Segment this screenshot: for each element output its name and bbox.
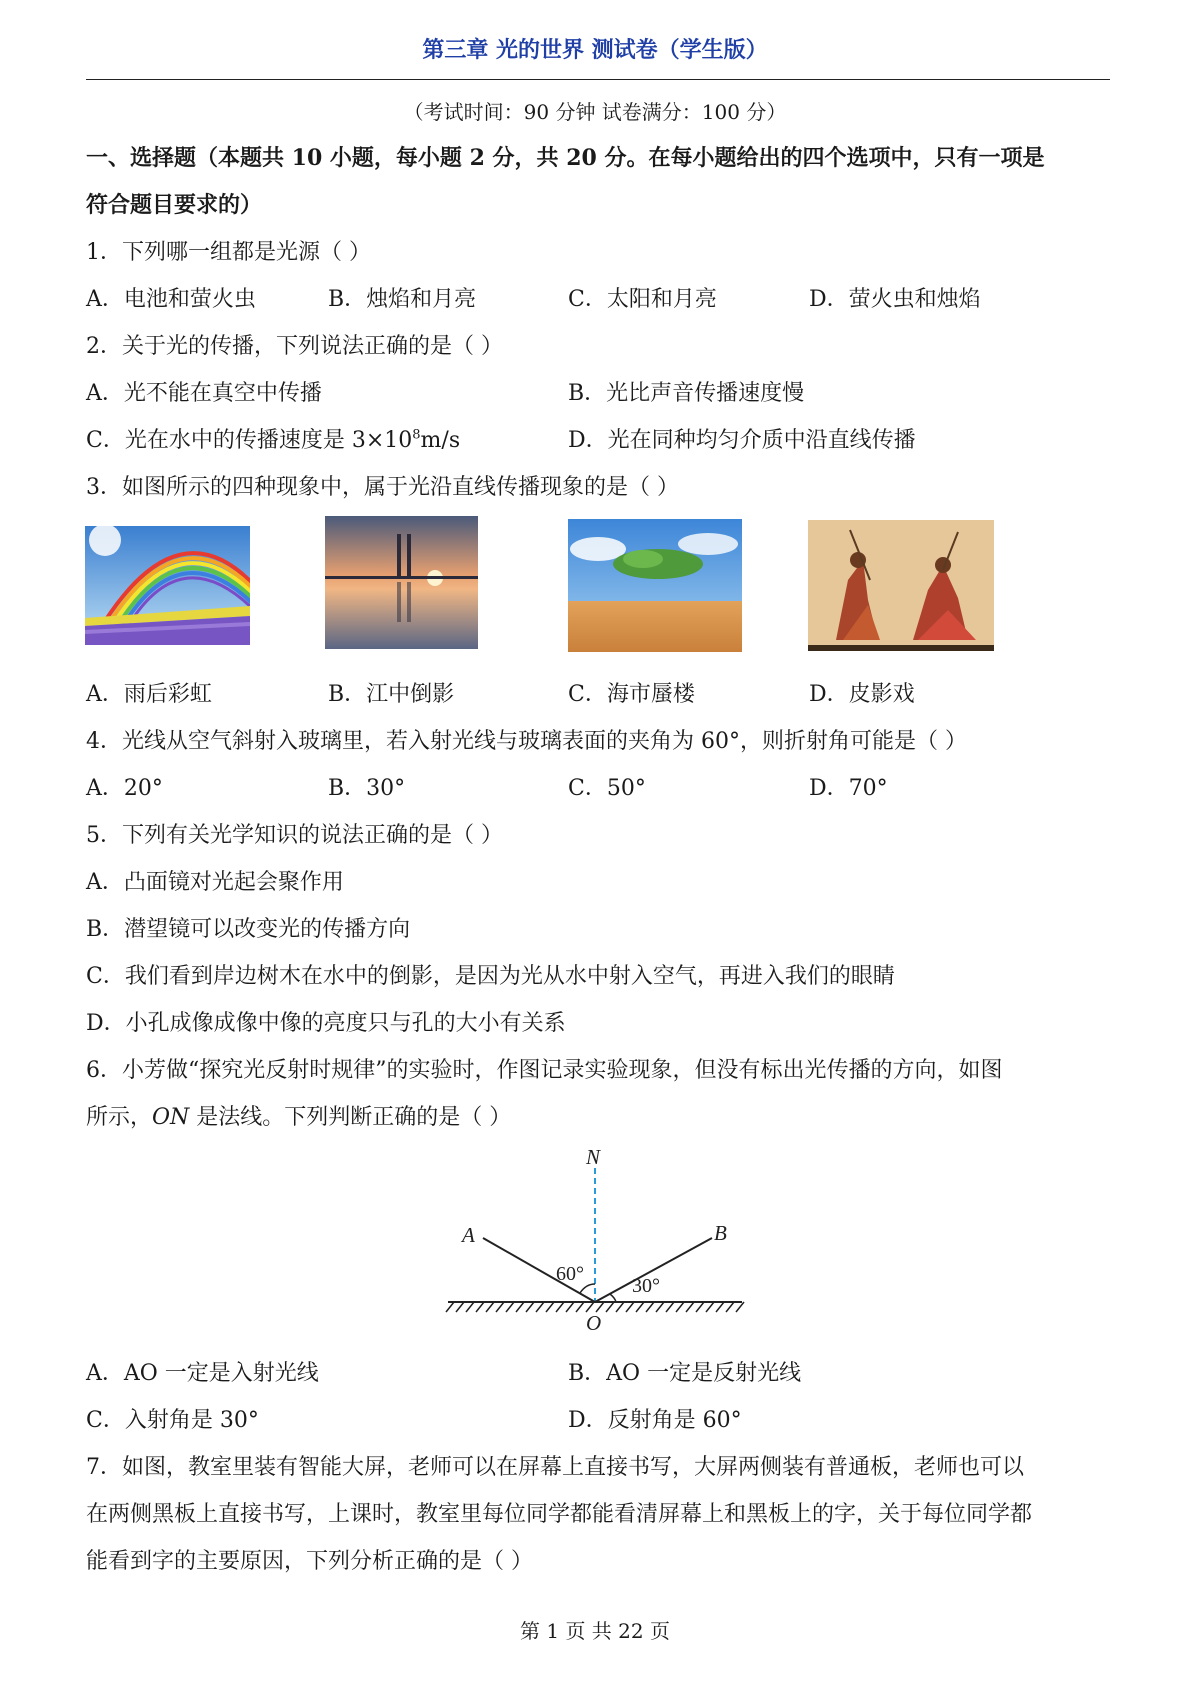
label-n: N <box>586 1145 601 1169</box>
reflection-diagram <box>440 1140 750 1340</box>
q6-option-c: C．入射角是 30° <box>86 1408 259 1433</box>
label-a: A <box>462 1223 475 1247</box>
question-7-stem-end: 能看到字的主要原因，下列分析正确的是（ ） <box>86 1549 533 1574</box>
q4-option-b: B．30° <box>328 776 406 801</box>
q6-option-a: A．AO 一定是入射光线 <box>86 1361 319 1386</box>
q6-option-b: B．AO 一定是反射光线 <box>568 1361 802 1386</box>
q3-option-b: B．江中倒影 <box>328 682 455 707</box>
angle-label-left: 60° <box>556 1263 584 1285</box>
question-4-stem: 4．光线从空气斜射入玻璃里，若入射光线与玻璃表面的夹角为 60°，则折射角可能是（ ） <box>86 729 967 754</box>
question-6-stem-cont: 所示，ON 是法线。下列判断正确的是（ ） <box>86 1105 512 1130</box>
page-number: 第 1 页 共 22 页 <box>520 1619 670 1643</box>
q6-option-d: D．反射角是 60° <box>568 1408 742 1433</box>
page-title: 第三章 光的世界 测试卷（学生版） <box>422 37 768 63</box>
question-1-stem: 1．下列哪一组都是光源（ ） <box>86 240 371 265</box>
section-heading: 一、选择题（本题共 10 小题，每小题 2 分，共 20 分。在每小题给出的四个选项中，只有一项是 <box>86 145 1045 171</box>
q3-option-c: C．海市蜃楼 <box>568 682 695 707</box>
question-6-stem: 6．小芳做“探究光反射时规律”的实验时，作图记录实验现象，但没有标出光传播的方向，如图 <box>86 1058 1003 1083</box>
question-2-stem: 2．关于光的传播，下列说法正确的是（ ） <box>86 334 503 359</box>
q3-option-a: A．雨后彩虹 <box>86 682 212 707</box>
q2-option-b: B．光比声音传播速度慢 <box>568 381 805 406</box>
q2-option-c: C．光在水中的传播速度是 $3\times 10^8m/s$ <box>86 427 461 453</box>
exam-info: （考试时间：90 分钟 试卷满分：100 分） <box>403 100 787 124</box>
q1-option-c: C．太阳和月亮 <box>568 287 717 312</box>
q2-option-d: D．光在同种均匀介质中沿直线传播 <box>568 428 916 453</box>
q5-option-c: C．我们看到岸边树木在水中的倒影，是因为光从水中射入空气，再进入我们的眼睛 <box>86 964 895 989</box>
q4-option-a: A．20° <box>86 776 163 801</box>
angle-arc-right <box>610 1294 616 1302</box>
q5-option-a: A．凸面镜对光起会聚作用 <box>86 870 344 895</box>
q3-option-d: D．皮影戏 <box>809 682 915 707</box>
q4-option-c: C．50° <box>568 776 646 801</box>
question-3-stem: 3．如图所示的四种现象中，属于光沿直线传播现象的是（ ） <box>86 475 679 500</box>
q1-option-a: A．电池和萤火虫 <box>86 287 256 312</box>
question-7-stem-cont: 在两侧黑板上直接书写，上课时，教室里每位同学都能看清屏幕上和黑板上的字，关于每位同学都 <box>86 1502 1033 1527</box>
label-b: B <box>714 1221 727 1245</box>
q1-option-d: D．萤火虫和烛焰 <box>809 287 981 312</box>
bridge-reflection-image <box>325 516 478 649</box>
header-divider <box>86 79 1110 80</box>
question-5-stem: 5．下列有关光学知识的说法正确的是（ ） <box>86 823 503 848</box>
label-o: O <box>586 1311 602 1335</box>
question-7-stem: 7．如图，教室里装有智能大屏，老师可以在屏幕上直接书写，大屏两侧装有普通板，老师也可以 <box>86 1455 1025 1480</box>
section-heading-cont: 符合题目要求的） <box>86 192 263 218</box>
angle-label-right: 30° <box>632 1275 660 1297</box>
q1-option-b: B．烛焰和月亮 <box>328 287 477 312</box>
rainbow-image <box>85 526 250 645</box>
q5-option-b: B．潜望镜可以改变光的传播方向 <box>86 917 411 942</box>
q2-option-a: A．光不能在真空中传播 <box>86 381 322 406</box>
q4-option-d: D．70° <box>809 776 888 801</box>
mirage-image <box>568 519 742 652</box>
shadow-puppet-image <box>808 520 994 651</box>
q5-option-d: D．小孔成像成像中像的亮度只与孔的大小有关系 <box>86 1011 566 1036</box>
angle-arc-left <box>580 1284 595 1293</box>
